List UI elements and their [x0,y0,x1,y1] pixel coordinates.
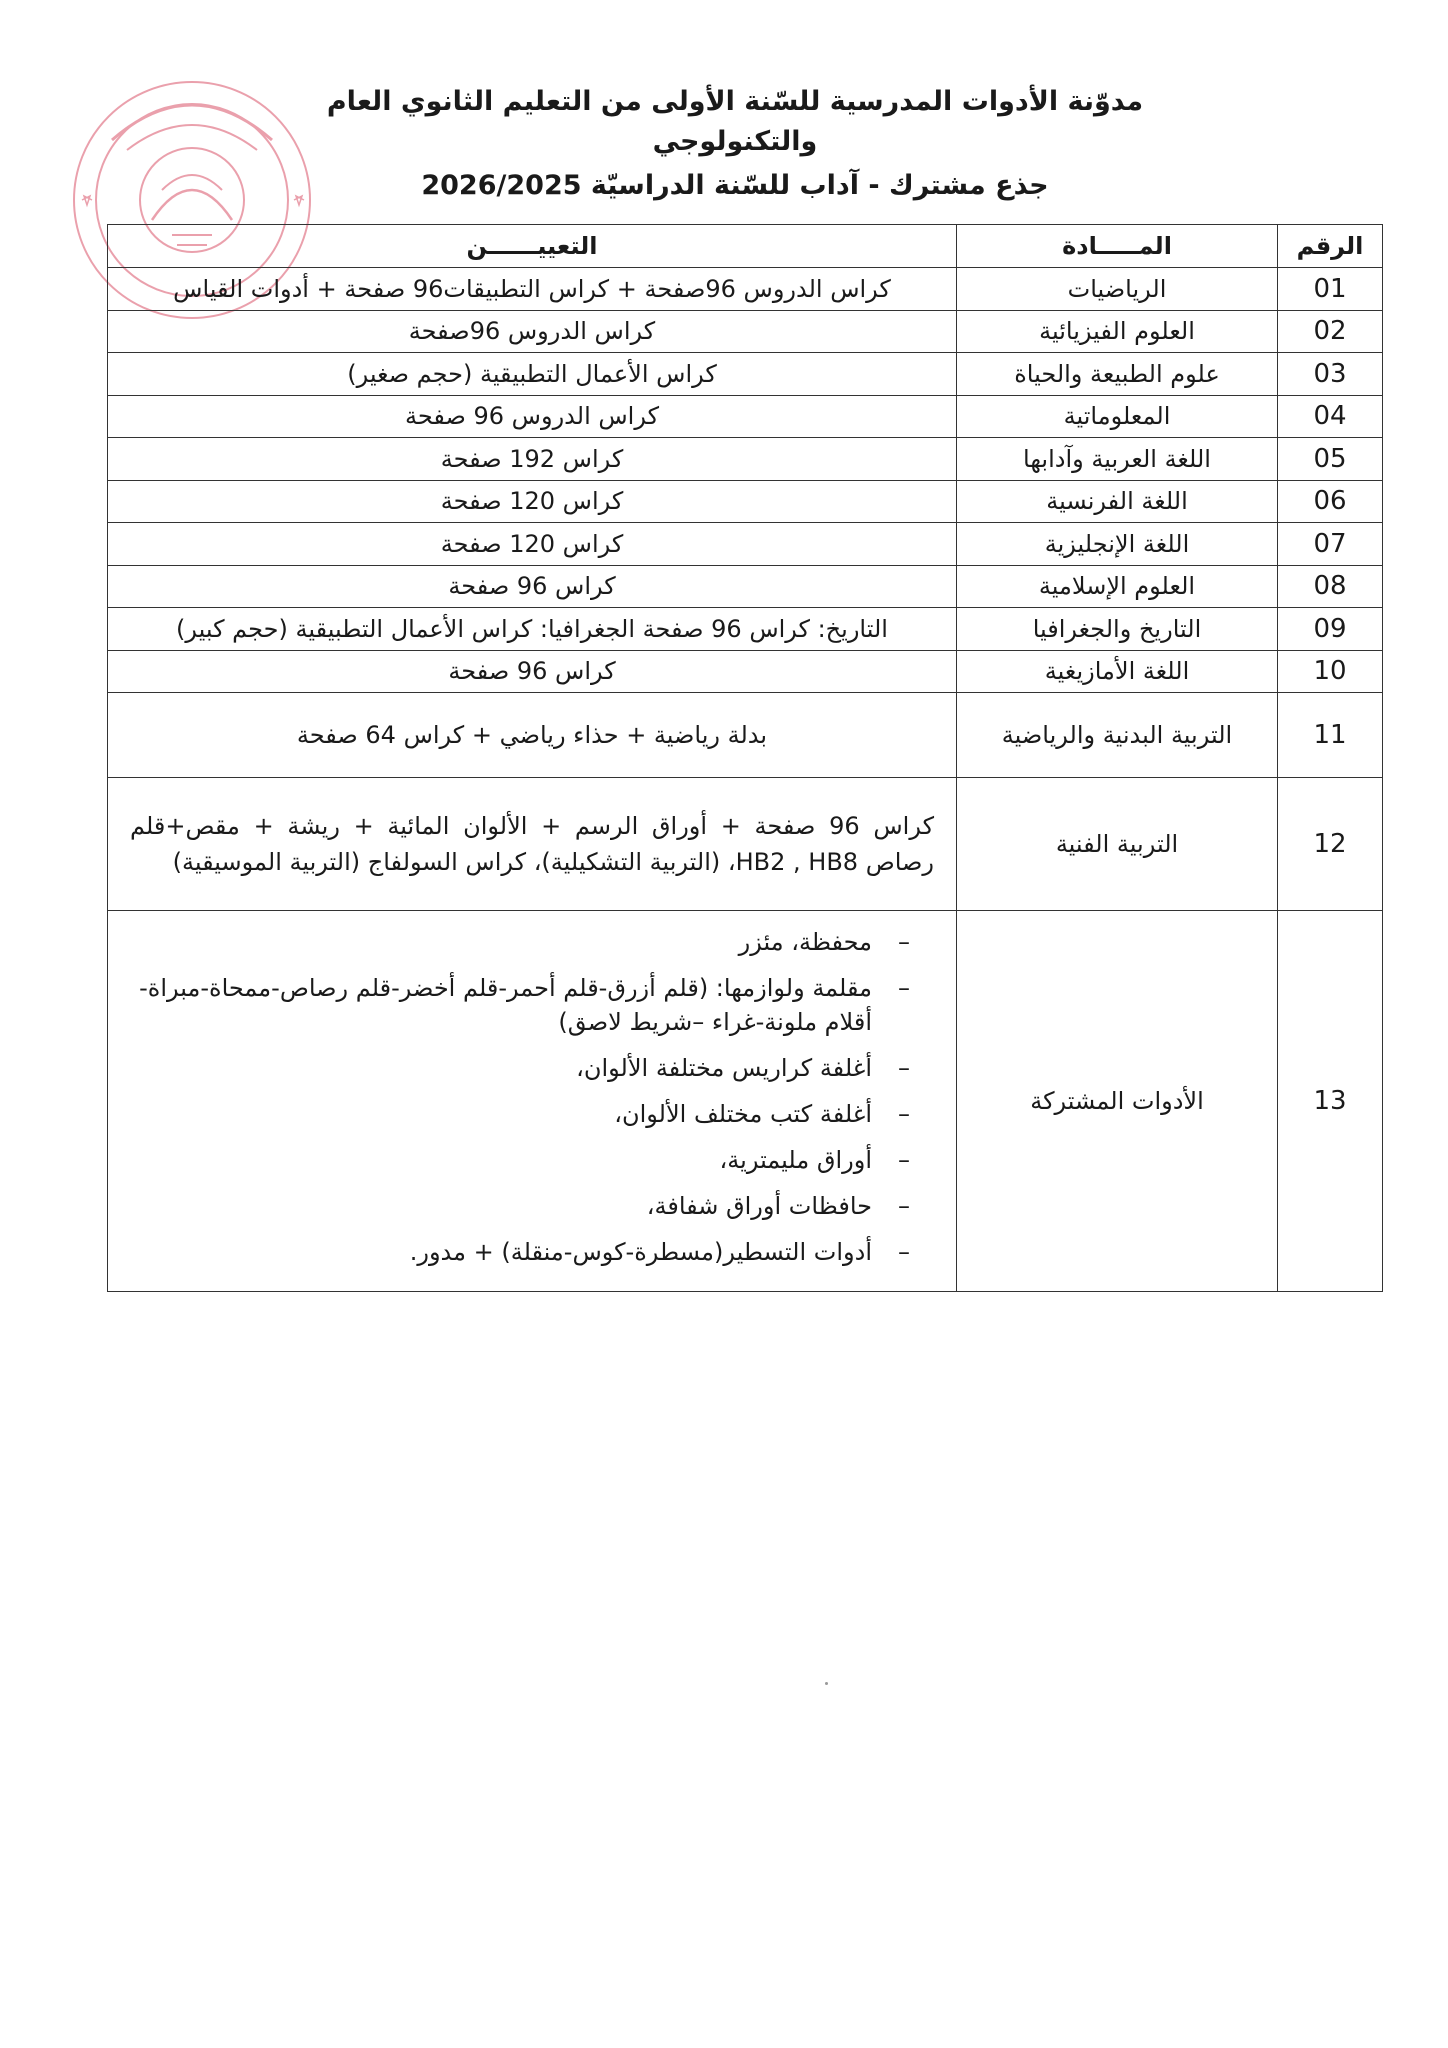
row-number: 08 [1278,565,1383,608]
dash-bullet: – [898,1100,910,1128]
dash-bullet: – [898,1146,910,1174]
table-row [108,778,1383,911]
table-header-row [108,225,1383,268]
title-line-1: مدوّنة الأدوات المدرسية للسّنة الأولى من التعليم الثانوي العام والتكنولوجي [326,86,1144,157]
row-subject: اللغة الإنجليزية [957,523,1278,566]
common-supplies-cell [108,911,957,1292]
row-designation: كراس الأعمال التطبيقية (حجم صغير) [108,353,957,396]
row-number: 04 [1278,395,1383,438]
table-row [108,353,1383,396]
table-row [108,395,1383,438]
table-row [108,693,1383,778]
dash-bullet: – [898,1192,910,1220]
row-number: 11 [1278,693,1383,778]
dash-bullet: – [898,974,910,1002]
row-subject: التربية البدنية والرياضية [957,693,1278,778]
header-designation: التعييــــــن [108,225,957,268]
row-number: 09 [1278,608,1383,651]
list-item-text: أوراق مليمترية، [719,1146,872,1174]
header-subject: المـــــادة [957,225,1278,268]
row-designation: كراس 120 صفحة [108,523,957,566]
row-subject: العلوم الفيزيائية [957,310,1278,353]
scan-speck [825,1682,828,1685]
table-row-common-supplies [108,911,1383,1292]
table-row [108,523,1383,566]
list-item-text: محفظة، مئزر [738,928,872,956]
list-item [138,1097,910,1131]
row-number: 10 [1278,650,1383,693]
row-subject: الأدوات المشتركة [957,911,1278,1292]
row-designation: كراس الدروس 96صفحة + كراس التطبيقات96 صفحة + أدوات القياس [108,268,957,311]
list-item [138,971,910,1039]
row-number: 12 [1278,778,1383,911]
list-item-text: أغلفة كتب مختلف الألوان، [614,1100,872,1128]
row-subject: التاريخ والجغرافيا [957,608,1278,651]
list-item-text: حافظات أوراق شفافة، [646,1192,872,1220]
table-row [108,268,1383,311]
row-subject: علوم الطبيعة والحياة [957,353,1278,396]
row-number: 13 [1278,911,1383,1292]
row-subject: اللغة العربية وآدابها [957,438,1278,481]
row-designation: كراس 96 صفحة [108,650,957,693]
row-designation: كراس الدروس 96صفحة [108,310,957,353]
row-designation: التاريخ: كراس 96 صفحة الجغرافيا: كراس الأعمال التطبيقية (حجم كبير) [108,608,957,651]
row-number: 07 [1278,523,1383,566]
row-subject: التربية الفنية [957,778,1278,911]
title-line-2: جذع مشترك - آداب للسّنة الدراسيّة 2026/2025 [421,170,1049,201]
row-number: 03 [1278,353,1383,396]
list-item [138,1189,910,1223]
row-number: 02 [1278,310,1383,353]
row-number: 06 [1278,480,1383,523]
table-row [108,650,1383,693]
table-row [108,438,1383,481]
school-supplies-table [107,224,1383,1292]
list-item-text: أغلفة كراريس مختلفة الألوان، [576,1054,872,1082]
row-number: 01 [1278,268,1383,311]
document-title [300,82,1170,206]
list-item [138,1235,910,1269]
row-subject: اللغة الفرنسية [957,480,1278,523]
dash-bullet: – [898,1238,910,1266]
table-row [108,608,1383,651]
row-designation: بدلة رياضية + حذاء رياضي + كراس 64 صفحة [108,693,957,778]
list-item [138,1051,910,1085]
list-item-text: مقلمة ولوازمها: (قلم أزرق-قلم أحمر-قلم أخضر-قلم رصاص-ممحاة-مبراة-أقلام ملونة-غراء –شريط لاصق) [139,974,872,1036]
dash-bullet: – [898,928,910,956]
row-subject: اللغة الأمازيغية [957,650,1278,693]
row-subject: الرياضيات [957,268,1278,311]
row-designation: كراس 120 صفحة [108,480,957,523]
row-subject: المعلوماتية [957,395,1278,438]
row-number: 05 [1278,438,1383,481]
list-item-text: أدوات التسطير(مسطرة-كوس-منقلة) + مدور. [409,1238,872,1266]
table-row [108,480,1383,523]
common-supplies-list [118,915,946,1287]
row-designation: كراس 96 صفحة + أوراق الرسم + الألوان المائية + ريشة + مقص+قلم رصاص HB2 , HB8، (التربية التشكيلية)، كراس السولفاج (التربية الموسيقية) [108,778,957,911]
row-designation: كراس 192 صفحة [108,438,957,481]
list-item [138,1143,910,1177]
row-designation: كراس 96 صفحة [108,565,957,608]
header-number: الرقم [1278,225,1383,268]
table-row [108,565,1383,608]
dash-bullet: – [898,1054,910,1082]
list-item [138,925,910,959]
row-designation: كراس الدروس 96 صفحة [108,395,957,438]
row-subject: العلوم الإسلامية [957,565,1278,608]
table-row [108,310,1383,353]
